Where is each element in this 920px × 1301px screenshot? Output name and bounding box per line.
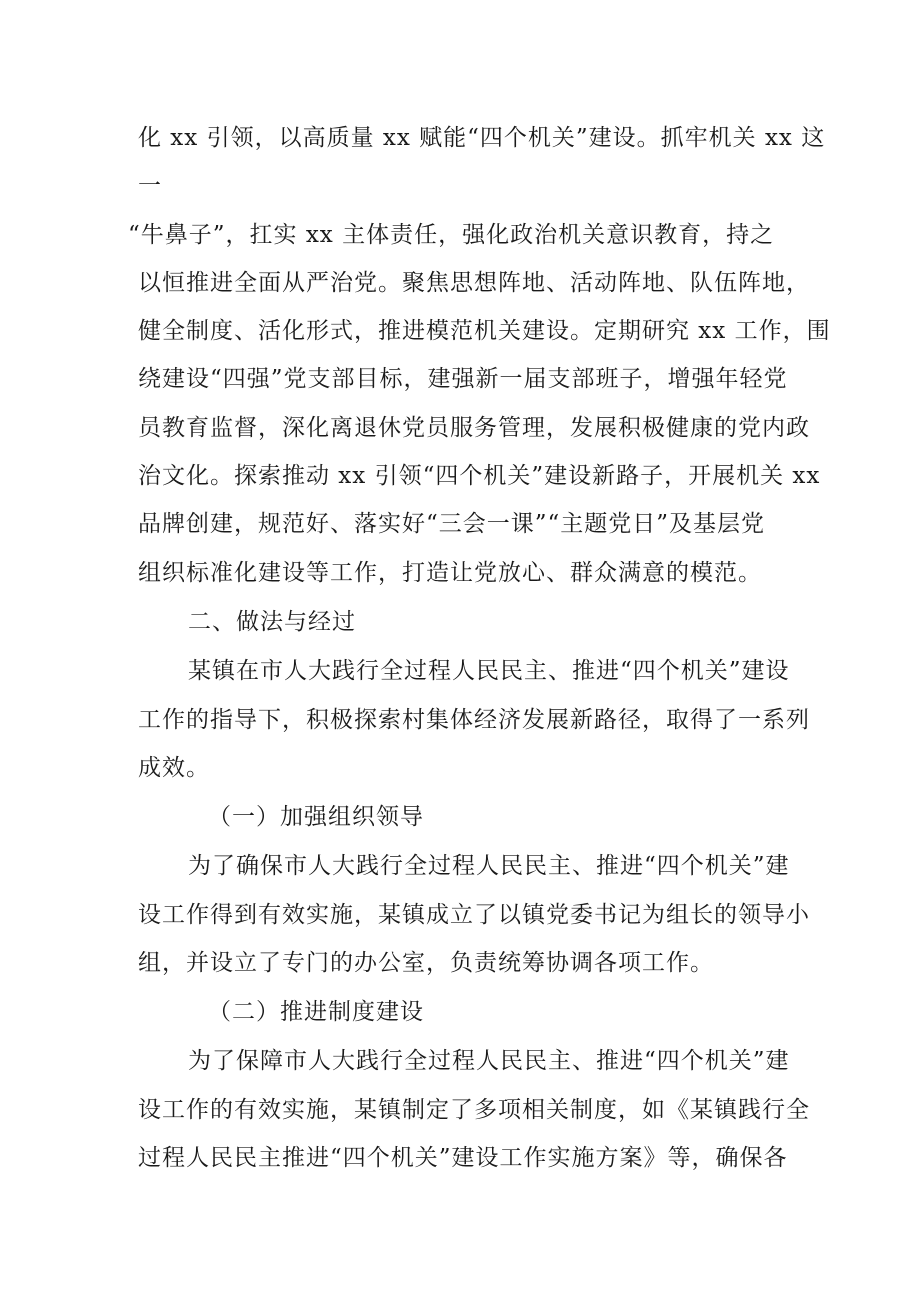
body-text-line: “牛鼻子”，扛实 xx 主体责任，强化政治机关意识教育，持之	[128, 222, 775, 248]
body-text-line: 化 xx 引领，以高质量 xx 赋能“四个机关”建设。抓牢机关 xx 这	[138, 125, 826, 151]
paragraph-first-line: 为了保障市人大践行全过程人民民主、推进“四个机关”建	[188, 1048, 790, 1074]
body-text-line: 组，并设立了专门的办公室，负责统筹协调各项工作。	[138, 950, 714, 976]
body-text-line: 品牌创建，规范好、落实好“三会一课”“主题党日”及基层党	[138, 511, 766, 537]
body-text-line: 设工作得到有效实施，某镇成立了以镇党委书记为组长的领导小	[138, 902, 810, 928]
paragraph-first-line: 某镇在市人大践行全过程人民民主、推进“四个机关”建设	[188, 658, 790, 684]
subsection-heading: （一）加强组织领导	[208, 804, 424, 830]
body-text-line: 一	[138, 173, 162, 199]
body-text-line: 成效。	[138, 755, 210, 781]
body-text-line: 过程人民民主推进“四个机关”建设工作实施方案》等，确保各	[138, 1145, 788, 1171]
body-text-line: 员教育监督，深化离退休党员服务管理，发展积极健康的党内政	[138, 415, 810, 441]
paragraph-first-line: 为了确保市人大践行全过程人民民主、推进“四个机关”建	[188, 853, 790, 879]
body-text-line: 健全制度、活化形式，推进模范机关建设。定期研究 xx 工作，围	[138, 318, 831, 344]
body-text-line: 组织标准化建设等工作，打造让党放心、群众满意的模范。	[138, 560, 762, 586]
section-heading: 二、做法与经过	[188, 609, 356, 635]
body-text-line: 工作的指导下，积极探索村集体经济发展新路径，取得了一系列	[138, 707, 810, 733]
body-text-line: 治文化。探索推动 xx 引领“四个机关”建设新路子，开展机关 xx	[138, 463, 821, 489]
body-text-line: 绕建设“四强”党支部目标，建强新一届支部班子，增强年轻党	[138, 366, 788, 392]
subsection-heading: （二）推进制度建设	[208, 999, 424, 1025]
body-text-line: 设工作的有效实施，某镇制定了多项相关制度，如《某镇践行全	[138, 1097, 810, 1123]
body-text-line: 以恒推进全面从严治党。聚焦思想阵地、活动阵地、队伍阵地，	[138, 270, 810, 296]
